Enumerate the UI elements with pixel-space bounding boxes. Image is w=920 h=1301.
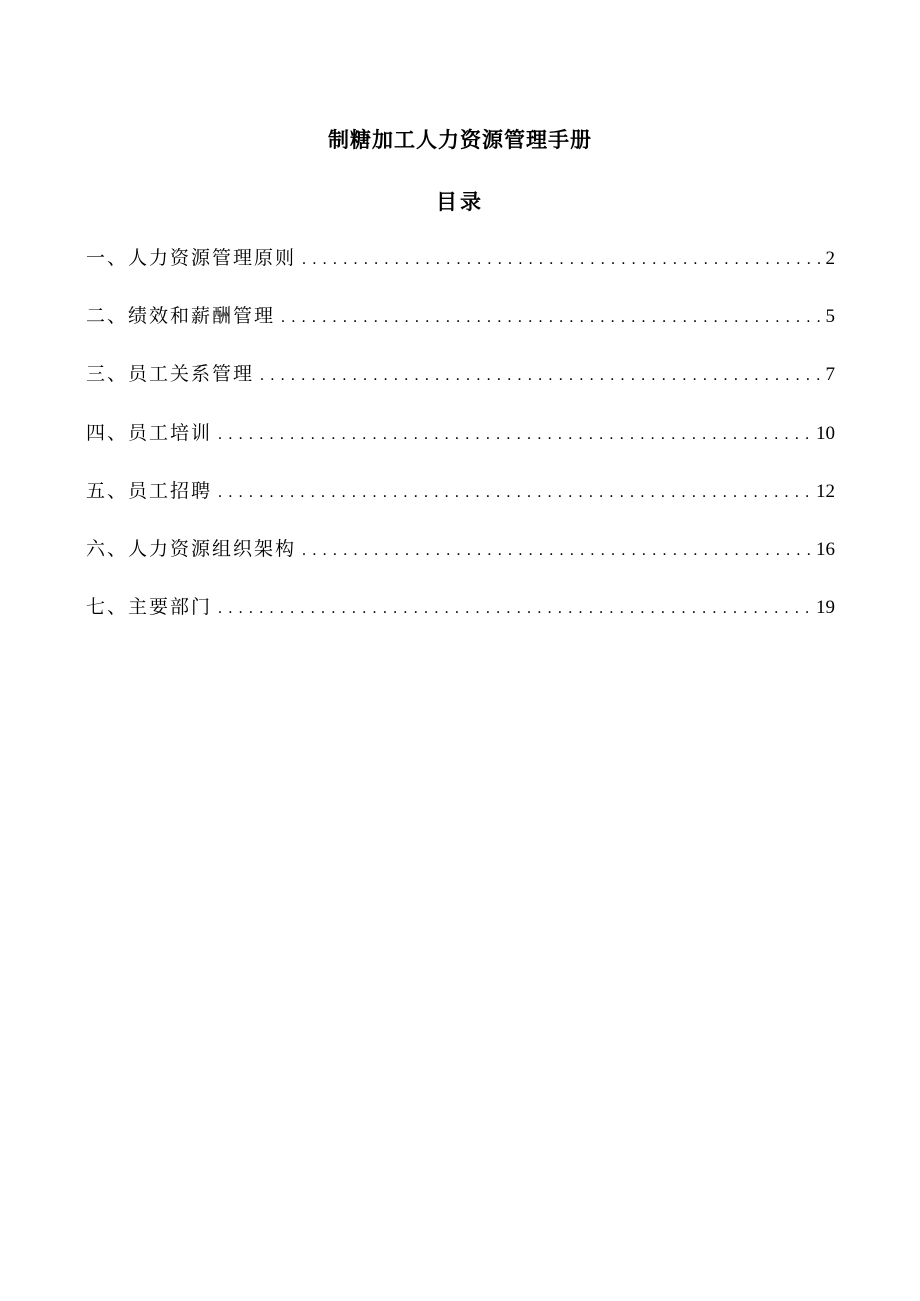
toc-dot-leader [212, 484, 816, 502]
toc-dot-leader [296, 542, 816, 560]
toc-entry-label: 七、主要部门 [86, 596, 213, 619]
toc-dot-leader [212, 600, 816, 618]
toc-entry[interactable] [86, 534, 835, 592]
toc-entry[interactable] [86, 359, 835, 417]
toc-entry[interactable] [86, 592, 835, 650]
toc-entry-label: 二、绩效和薪酬管理 [86, 305, 276, 328]
toc-page-number: 7 [825, 364, 835, 386]
toc-entry-label: 四、员工培训 [86, 421, 213, 444]
document-title: 制糖加工人力资源管理手册 [328, 128, 592, 152]
toc-entry-label: 三、员工关系管理 [86, 363, 255, 386]
toc-page-number: 19 [816, 597, 835, 619]
toc-dot-leader [275, 309, 825, 327]
toc-entry-label: 五、员工招聘 [86, 479, 213, 502]
toc-page-number: 16 [816, 538, 835, 560]
toc-page-number: 5 [825, 306, 835, 328]
toc-dot-leader [254, 367, 825, 385]
toc-dot-leader [296, 251, 825, 269]
toc-page-number: 12 [816, 480, 835, 502]
toc-entry[interactable] [86, 476, 835, 534]
table-of-contents [86, 243, 835, 650]
toc-heading: 目录 [436, 190, 484, 214]
toc-entry[interactable] [86, 418, 835, 476]
toc-entry-label: 一、人力资源管理原则 [86, 247, 297, 269]
toc-entry[interactable] [86, 243, 835, 301]
toc-entry[interactable] [86, 301, 835, 359]
toc-page-number: 10 [816, 422, 835, 444]
toc-entry-label: 六、人力资源组织架构 [86, 537, 297, 560]
toc-page-number: 2 [825, 248, 835, 269]
toc-dot-leader [212, 426, 816, 444]
